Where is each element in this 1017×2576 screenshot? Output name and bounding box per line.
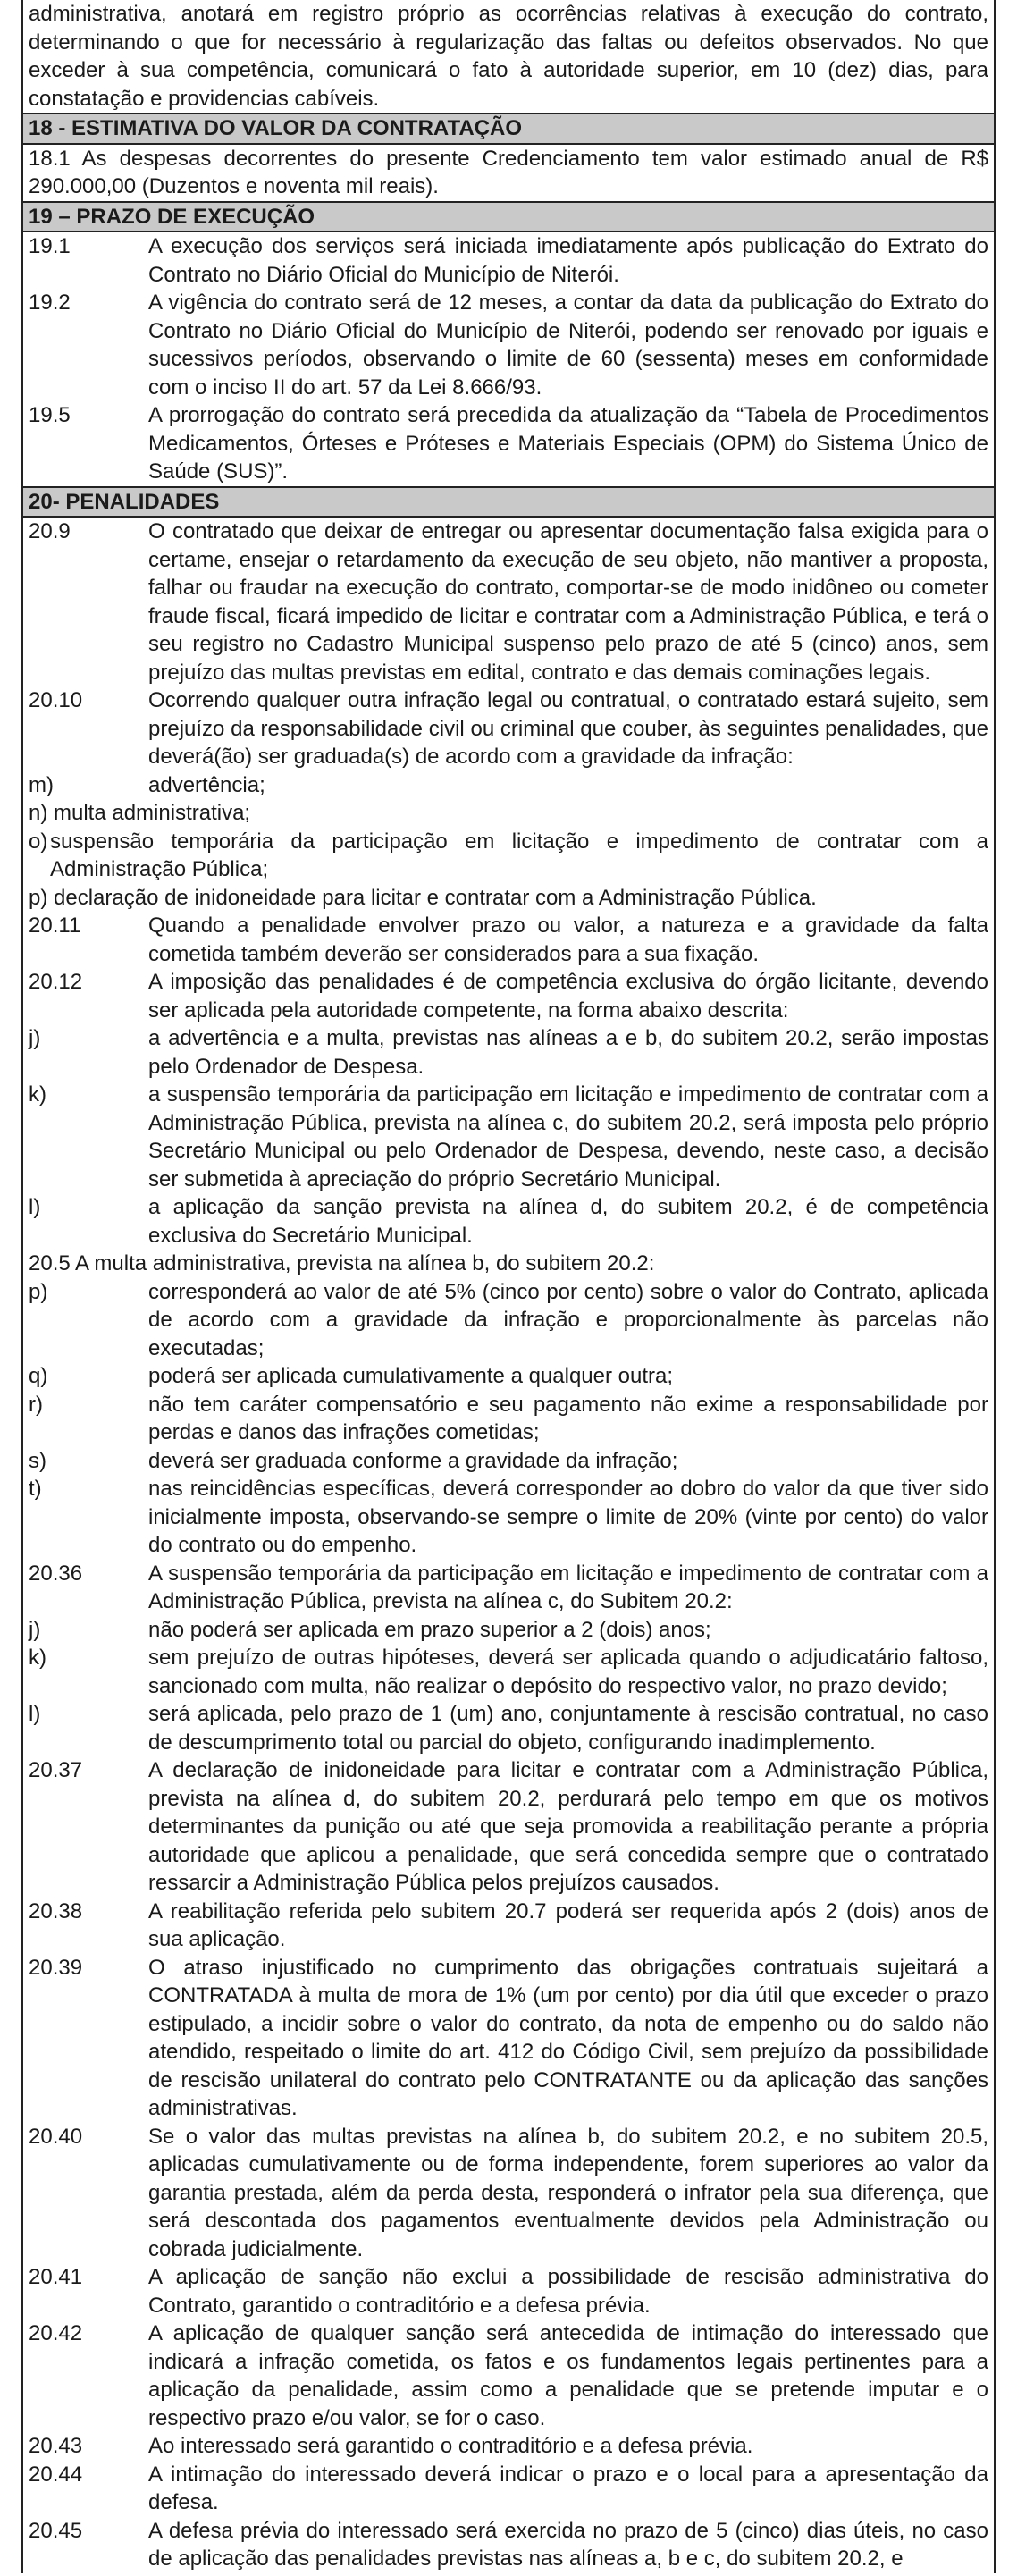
clause-19-2 — [29, 289, 988, 401]
subitem-text: poderá ser aplicada cumulativamente a qualquer outra; — [148, 1364, 674, 1388]
clause-20-12 — [29, 968, 988, 1024]
subitem-text: não tem caráter compensatório e seu pagamento não exime a responsabilidade por perdas e danos das infrações cometidas; — [148, 1392, 988, 1444]
clause-text: A reabilitação referida pelo subitem 20.7 poderá ser requerida após 2 (dois) anos de sua aplicação. — [148, 1898, 988, 1951]
subitem-text: a aplicação da sanção prevista na alínea d, do subitem 20.2, é de competência exclusiva do Secretário Municipal. — [148, 1195, 988, 1248]
subitem-text: suspensão temporária da participação em licitação e impedimento de contratar com a Administração Pública; — [50, 829, 988, 881]
clause-19-5 — [29, 401, 988, 486]
subitem-letter: l) — [29, 1195, 41, 1219]
clause-text: A aplicação de sanção não exclui a possibilidade de rescisão administrativa do Contrato, garantido o contraditório e a defesa prévia. — [148, 2265, 988, 2318]
clause-number: 20.43 — [29, 2434, 83, 2458]
clause-text: A prorrogação do contrato será precedida da atualização da “Tabela de Procedimentos Medicamentos, Órteses e Próteses e Materiais Especiais (OPM) do Sistema Único de Saúde (SUS)”. — [148, 403, 988, 484]
intro-section — [23, 0, 994, 114]
section-19-heading: 19 – PRAZO DE EXECUÇÃO — [23, 201, 994, 233]
clause-20-37 — [29, 1756, 988, 1898]
clause-number: 20.10 — [29, 688, 83, 712]
clause-text: A suspensão temporária da participação em licitação e impedimento de contratar com a Administração Pública, prevista na alínea c, do Subitem 20.2: — [148, 1561, 988, 1613]
subitem-text: nas reincidências específicas, deverá corresponder ao dobro do valor da que tiver sido inicialmente imposta, observando-se sempre o limite de 20% (vinte por cento) do valor do contrato ou do empenho. — [148, 1477, 988, 1557]
subitem-text: não poderá ser aplicada em prazo superior a 2 (dois) anos; — [148, 1617, 711, 1642]
clause-number: 20.11 — [29, 913, 81, 938]
subitem-l — [29, 1193, 988, 1250]
subitem-letter: l) — [29, 1702, 41, 1726]
clause-number: 19.2 — [29, 290, 71, 315]
subitem-text: sem prejuízo de outras hipóteses, deverá ser aplicada quando o adjudicatário faltoso, sancionado com multa, não realizar o depósito do respectivo valor, no prazo devido; — [148, 1646, 988, 1698]
clause-20-36 — [29, 1560, 988, 1616]
section-20 — [23, 486, 994, 2573]
clause-text: Quando a penalidade envolver prazo ou valor, a natureza e a gravidade da falta cometida também deverão ser considerados para a sua fixação. — [148, 913, 988, 966]
clause-text: Ocorrendo qualquer outra infração legal ou contratual, o contratado estará sujeito, sem prejuízo da responsabilidade civil ou criminal que couber, às seguintes penalidades, que deverá(ão) ser graduada(s) de acordo com a gravidade da infração: — [148, 688, 988, 769]
subitem-text: a advertência e a multa, previstas nas alíneas a e b, do subitem 20.2, serão impostas pelo Ordenador de Despesa. — [148, 1026, 988, 1079]
subitem-letter: o) — [29, 829, 48, 854]
subitem-k — [29, 1081, 988, 1193]
subitem-p-multa — [29, 1278, 988, 1363]
subitem-q — [29, 1362, 988, 1391]
clause-20-45 — [29, 2517, 988, 2573]
section-18-heading: 18 - ESTIMATIVA DO VALOR DA CONTRATAÇÃO — [23, 113, 994, 145]
subitem-t — [29, 1475, 988, 1560]
clause-20-43 — [29, 2432, 988, 2461]
clause-text: A intimação do interessado deverá indicar o prazo e o local para a apresentação da defesa. — [148, 2462, 988, 2514]
subitem-p: p) declaração de inidoneidade para licitar e contratar com a Administração Pública. — [29, 885, 817, 910]
clause-20-39 — [29, 1954, 988, 2123]
subitem-r — [29, 1391, 988, 1447]
subitem-text: a suspensão temporária da participação em licitação e impedimento de contratar com a Administração Pública, prevista na alínea c, do subitem 20.2, será imposta pelo próprio Secretário Municipal ou pelo Ordenador de Despesa, devendo, neste caso, a decisão ser submetida à apreciação do próprio Secretário Municipal. — [148, 1082, 988, 1191]
subitem-o — [29, 828, 988, 884]
subitem-s — [29, 1447, 988, 1476]
subitem-j-suspensao — [29, 1616, 988, 1645]
clause-number: 20.45 — [29, 2518, 83, 2543]
clause-20-41 — [29, 2263, 988, 2319]
paragraph-18-1: 18.1 As despesas decorrentes do presente Credenciamento tem valor estimado anual de R$ 290.000,00 (Duzentos e noventa mil reais). — [29, 146, 988, 198]
section-18 — [23, 113, 994, 203]
clause-number: 20.38 — [29, 1898, 83, 1924]
clause-20-10 — [29, 686, 988, 771]
clause-number: 20.40 — [29, 2124, 83, 2149]
subitem-letter: q) — [29, 1364, 48, 1388]
clause-19-1 — [29, 232, 988, 289]
clause-20-11 — [29, 912, 988, 968]
subitem-text: deverá ser graduada conforme a gravidade da infração; — [148, 1448, 678, 1473]
clause-number: 20.44 — [29, 2462, 83, 2487]
clause-20-38 — [29, 1898, 988, 1954]
clause-text: A imposição das penalidades é de competência exclusiva do órgão licitante, devendo ser aplicada pela autoridade competente, na forma abaixo descrita: — [148, 970, 988, 1023]
clause-number: 20.41 — [29, 2265, 83, 2289]
section-19 — [23, 201, 994, 488]
intro-paragraph: administrativa, anotará em registro próprio as ocorrências relativas à execução do contrato, determinando o que for necessário à regularização das faltas ou defeitos observados. No que exceder à sua competência, comunicará o fato à autoridade superior, em 10 (dez) dias, para constatação e providencias cabíveis. — [29, 2, 988, 111]
clause-number: 19.1 — [29, 234, 71, 258]
clause-number: 20.12 — [29, 970, 83, 994]
clause-20-40 — [29, 2123, 988, 2264]
subitem-l-suspensao — [29, 1700, 988, 1756]
subitem-letter: r) — [29, 1392, 43, 1417]
subitem-j — [29, 1024, 988, 1081]
subitem-k-suspensao — [29, 1644, 988, 1700]
subitem-text: corresponderá ao valor de até 5% (cinco por cento) sobre o valor do Contrato, aplicada de acordo com a gravidade da infração e proporcionalmente às parcelas não executadas; — [148, 1279, 988, 1360]
subitem-m — [29, 771, 988, 800]
subitem-letter: t) — [29, 1477, 42, 1501]
subitem-letter: k) — [29, 1082, 46, 1107]
clause-text: O contratado que deixar de entregar ou apresentar documentação falsa exigida para o certame, ensejar o retardamento da execução de seu objeto, não mantiver a proposta, falhar ou fraudar na execução do contrato, comportar-se de modo inidôneo ou cometer fraude fiscal, ficará impedido de licitar e contratar com a Administração Pública, e terá o seu registro no Cadastro Municipal suspenso pelo prazo de até 5 (cinco) anos, sem prejuízo das multas previstas em edital, contrato e das demais cominações legais. — [148, 519, 988, 685]
subitem-letter: s) — [29, 1448, 46, 1473]
clause-number: 20.36 — [29, 1561, 83, 1586]
clause-text: A aplicação de qualquer sanção será antecedida de intimação do interessado que indicará a infração cometida, os fatos e os fundamentos legais pertinentes para a aplicação da penalidade, assim como a penalidade que se pretende imputar e o respectivo prazo e/ou valor, se for o caso. — [148, 2321, 988, 2430]
clause-number: 20.39 — [29, 1955, 83, 1980]
clause-20-5: 20.5 A multa administrativa, prevista na alínea b, do subitem 20.2: — [29, 1251, 655, 1275]
clause-number: 19.5 — [29, 403, 71, 427]
subitem-n: n) multa administrativa; — [29, 801, 251, 825]
clause-number: 20.9 — [29, 519, 71, 543]
subitem-letter: p) — [29, 1279, 48, 1304]
clause-20-44 — [29, 2461, 988, 2517]
clause-text: A defesa prévia do interessado será exercida no prazo de 5 (cinco) dias úteis, no caso de aplicação das penalidades previstas nas alíneas a, b e c, do subitem 20.2, e — [148, 2518, 988, 2571]
clause-text: Ao interessado será garantido o contraditório e a defesa prévia. — [148, 2434, 753, 2458]
clause-text: A declaração de inidoneidade para licitar e contratar com a Administração Pública, prevista na alínea d, do subitem 20.2, perdurará pelo tempo em que os motivos determinantes da punição ou até que seja promovida a reabilitação perante a própria autoridade que aplicou a penalidade, que será concedida sempre que o contratado ressarcir a Administração Pública pelos prejuízos causados. — [148, 1758, 988, 1895]
subitem-letter: k) — [29, 1646, 46, 1670]
subitem-text: advertência; — [148, 772, 265, 797]
clause-text: A vigência do contrato será de 12 meses, a contar da data da publicação do Extrato do Contrato no Diário Oficial do Município de Niterói, podendo ser renovado por iguais e sucessivos períodos, observando o limite de 60 (sessenta) meses em conformidade com o inciso II do art. 57 da Lei 8.666/93. — [148, 290, 988, 400]
clause-text: O atraso injustificado no cumprimento das obrigações contratuais sujeitará a CONTRATADA à multa de mora de 1% (um por cento) por dia útil que exceder o prazo estipulado, a incidir sobre o valor do contrato, da nota de empenho ou do saldo não atendido, respeitado o limite do art. 412 do Código Civil, sem prejuízo da possibilidade de rescisão unilateral do contrato pelo CONTRATANTE ou da aplicação das sanções administrativas. — [148, 1955, 988, 2120]
clause-number: 20.37 — [29, 1758, 83, 1782]
subitem-letter: m) — [29, 772, 54, 797]
clause-text: Se o valor das multas previstas na alínea b, do subitem 20.2, e no subitem 20.5, aplicadas cumulativamente ou de forma independente, forem superiores ao valor da garantia prestada, além da perda desta, responderá o infrator pela sua diferença, que será descontada dos pagamentos eventualmente devidos pela Administração ou cobrada judicialmente. — [148, 2124, 988, 2261]
subitem-letter: j) — [29, 1617, 41, 1642]
clause-20-9 — [29, 518, 988, 686]
clause-20-42 — [29, 2319, 988, 2432]
clause-number: 20.42 — [29, 2321, 83, 2345]
subitem-letter: j) — [29, 1026, 41, 1050]
subitem-text: será aplicada, pelo prazo de 1 (um) ano, conjuntamente à rescisão contratual, no caso de descumprimento total ou parcial do objeto, configurando inadimplemento. — [148, 1702, 988, 1755]
clause-text: A execução dos serviços será iniciada imediatamente após publicação do Extrato do Contrato no Diário Oficial do Município de Niterói. — [148, 234, 988, 287]
section-20-heading: 20- PENALIDADES — [23, 486, 994, 518]
document-page — [21, 0, 996, 2573]
